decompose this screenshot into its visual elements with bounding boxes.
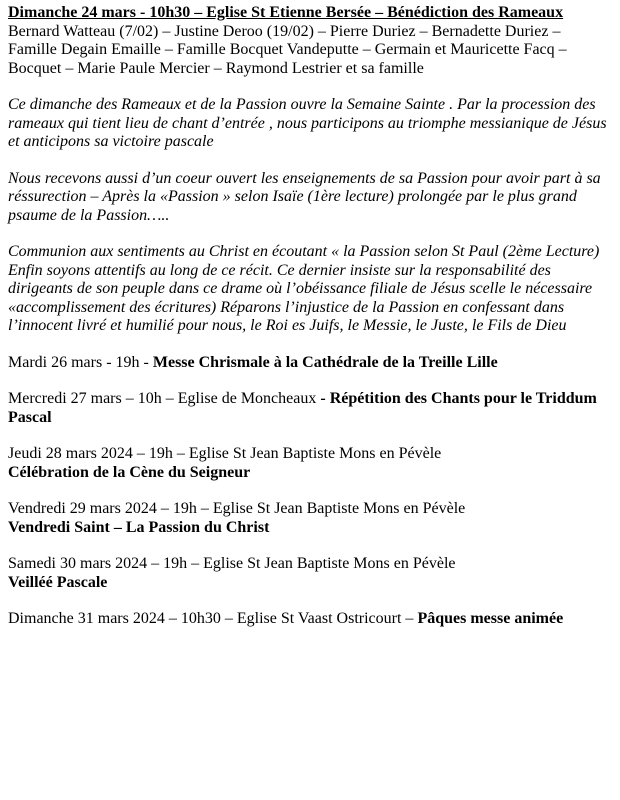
event-last-supper-what: Célébration de la Cène du Seigneur: [8, 463, 251, 481]
reflection-paragraph-1: Ce dimanche des Rameaux et de la Passion ouvre la Semaine Sainte . Par la procession des rameaux qui tient lieu de chant d’entrée , nous participons au triomphe messianique de Jésus et anticipons sa victoire pascale: [8, 96, 607, 150]
event-rehearsal-what: - Répétition des Chants pour le Triddum Pascal: [8, 390, 597, 426]
reflection-paragraph-2: Nous recevons aussi d’un coeur ouvert les enseignements de sa Passion pour avoir part à sa réssurection – Après la «Passion » selon Isaïe (1ère lecture) prolongée par le plus grand psaume de la Passion…..: [8, 169, 601, 224]
event-good-friday: [8, 500, 612, 537]
event-good-friday-what: Vendredi Saint – La Passion du Christ: [8, 518, 270, 536]
palm-sunday-title: Dimanche 24 mars - 10h30 – Eglise St Etienne Bersée – Bénédiction des Rameaux: [8, 4, 564, 21]
event-easter-sunday-what: Pâques messe animée: [417, 610, 564, 627]
event-rehearsal-when: Mercredi 27 mars – 10h – Eglise de Moncheaux: [8, 390, 321, 407]
palm-sunday-intentions: Bernard Watteau (7/02) – Justine Deroo (19/02) – Pierre Duriez – Bernadette Duriez – Famille Degain Emaille – Famille Bocquet Vandeputte – Germain et Mauricette Facq – Bocquet – Marie Paule Mercier – Raymond Lestrier et sa famille: [8, 22, 567, 77]
event-last-supper-when: Jeudi 28 mars 2024 – 19h – Eglise St Jean Baptiste Mons en Pévèle: [8, 445, 442, 462]
reflection-paragraph-4: Enfin soyons attentifs au long de ce récit. Ce dernier insiste sur la responsabilité des dirigeants de son peuple dans ce drame où l’obéissance filiale de Jésus scelle le nécessaire «accomplissement des écritures) Réparons l’injustice de la Passion en confessant dans l’innocent livré et humilié pour nous, le Roi es Juifs, le Messie, le Juste, le Fils de Dieu: [8, 261, 593, 334]
event-easter-sunday-when: Dimanche 31 mars 2024 – 10h30 – Eglise St Vaast Ostricourt –: [8, 610, 418, 627]
event-rehearsal: [8, 390, 612, 427]
event-easter-vigil-what: Veilléé Pascale: [8, 573, 108, 591]
event-easter-vigil-when: Samedi 30 mars 2024 – 19h – Eglise St Jean Baptiste Mons en Pévèle: [8, 555, 456, 572]
event-good-friday-when: Vendredi 29 mars 2024 – 19h – Eglise St Jean Baptiste Mons en Pévèle: [8, 500, 466, 517]
reflection-paragraph-3: Communion aux sentiments au Christ en écoutant « la Passion selon St Paul (2ème Lecture): [8, 243, 600, 260]
event-last-supper: [8, 445, 612, 482]
event-chrism-mass-when: Mardi 26 mars - 19h -: [8, 353, 153, 371]
event-chrism-mass: [8, 354, 612, 373]
palm-sunday-heading: [8, 4, 612, 23]
event-chrism-mass-what: Messe Chrismale à la Cathédrale de la Treille Lille: [152, 353, 498, 371]
event-easter-vigil: [8, 555, 612, 592]
event-easter-sunday: [8, 610, 612, 629]
